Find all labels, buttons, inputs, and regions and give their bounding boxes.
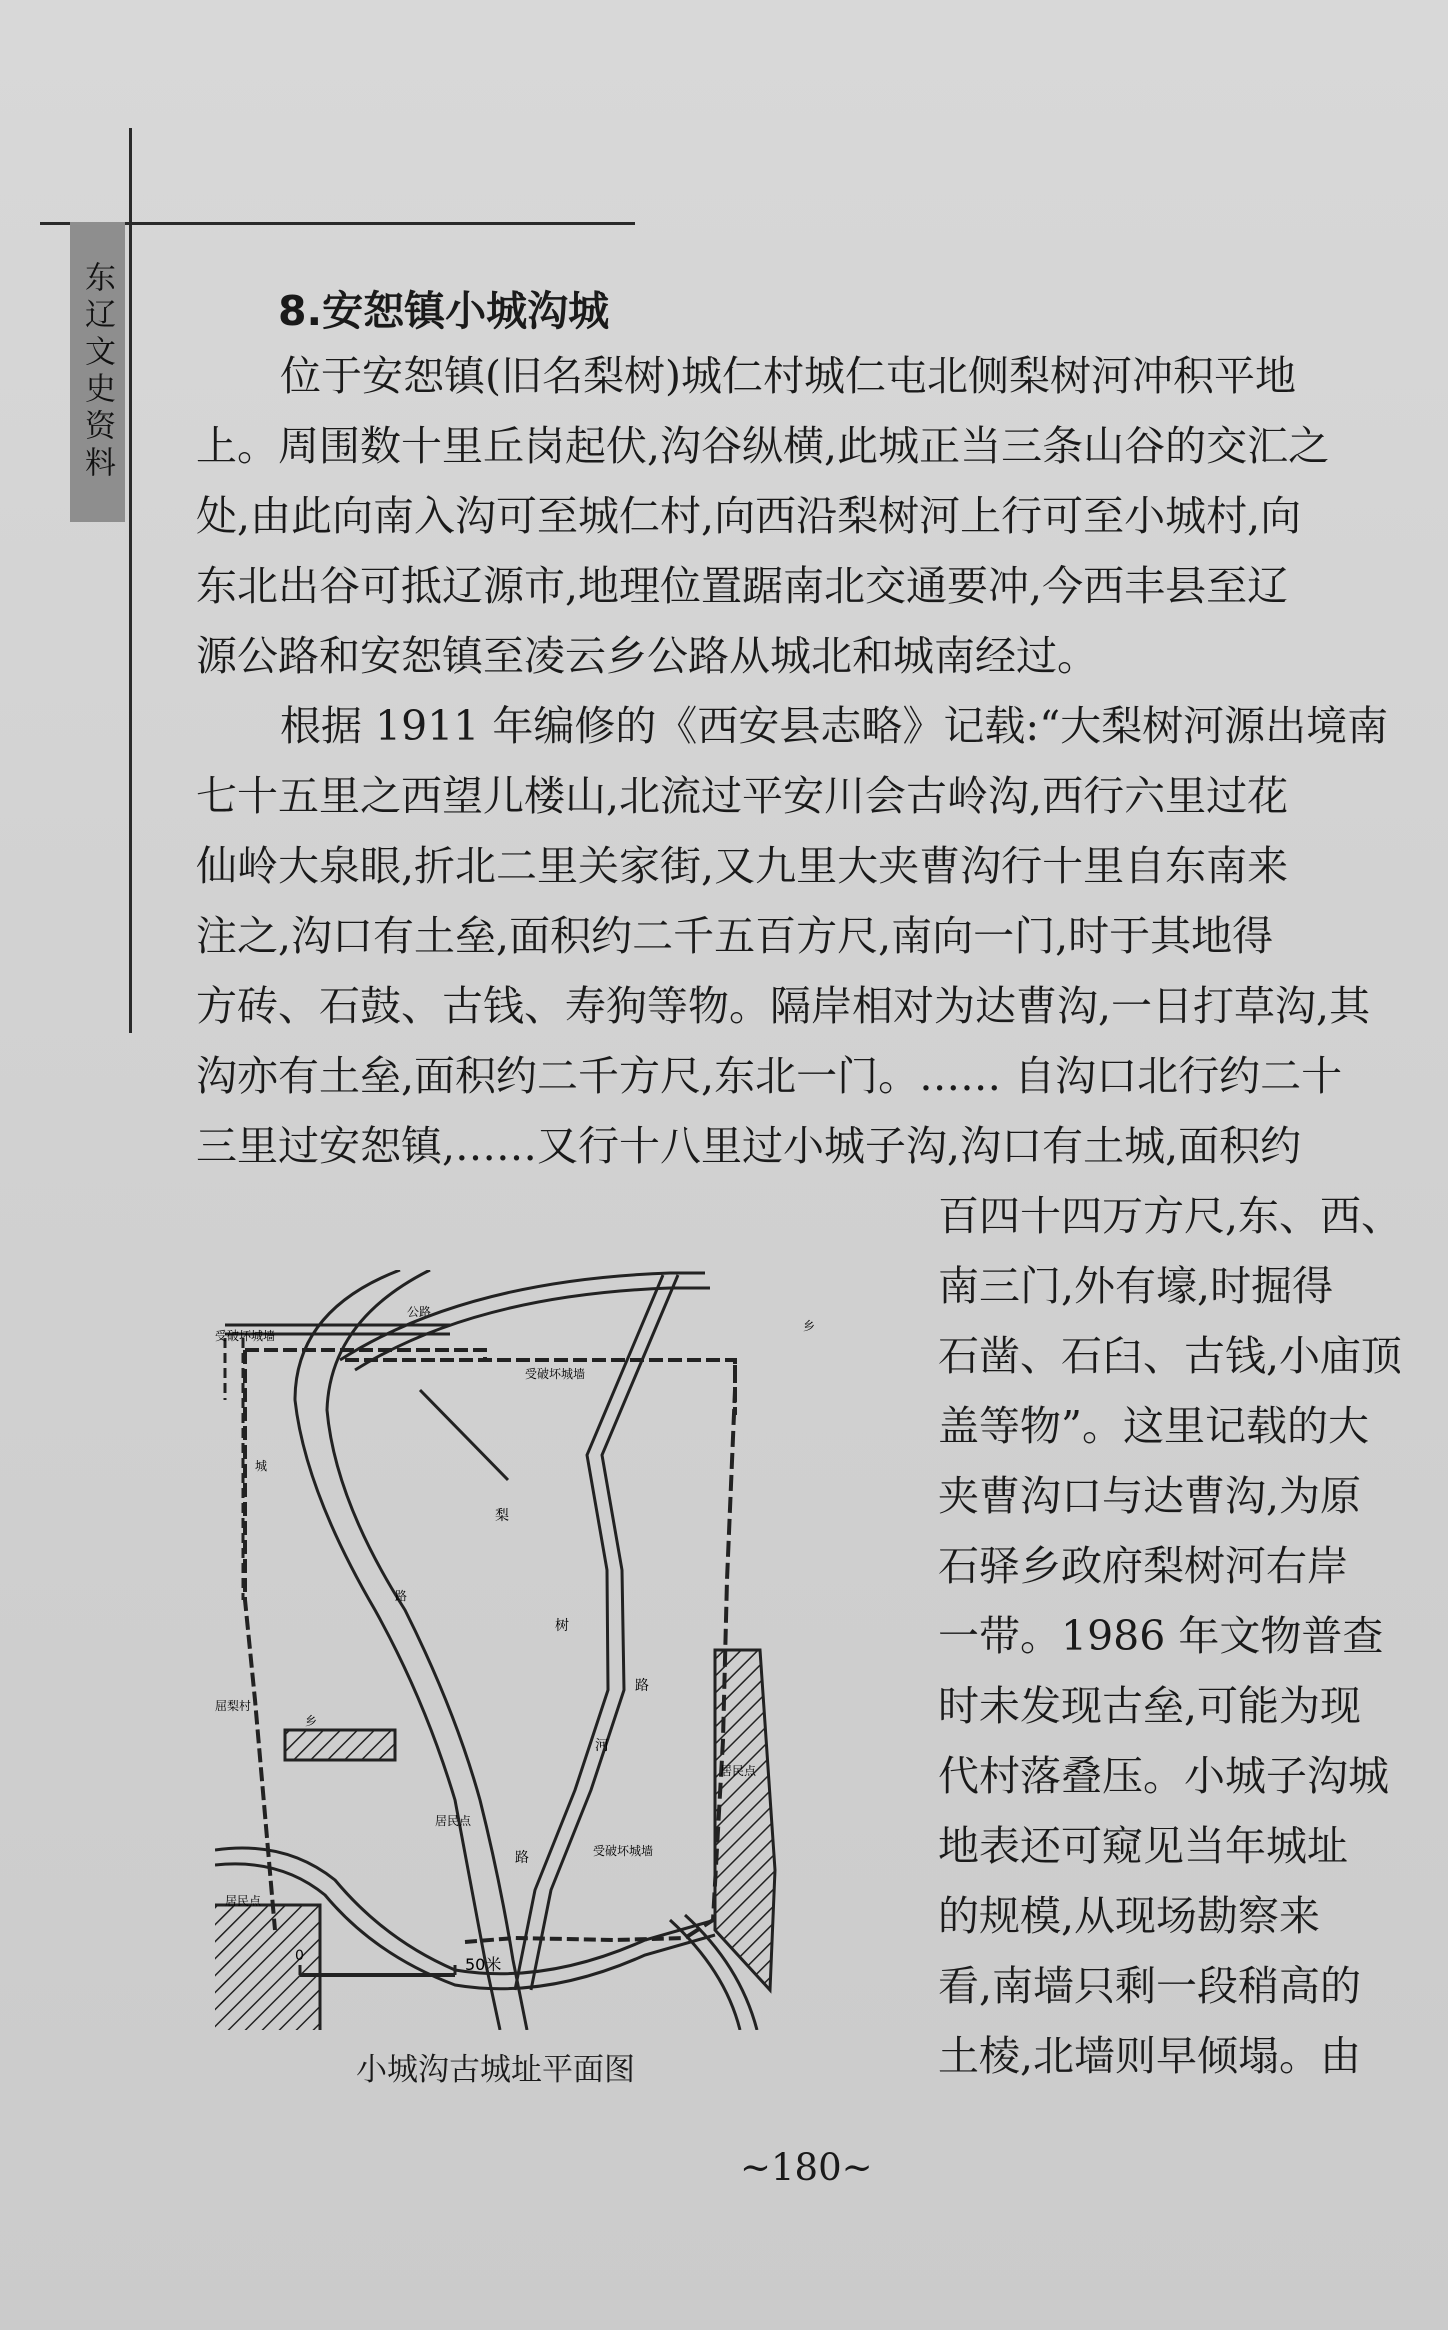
text-line: 一带。1986 年文物普查: [938, 1612, 1384, 1660]
text-line: 盖等物”。这里记载的大: [938, 1402, 1369, 1450]
ne-road-label: 乡: [803, 1319, 816, 1333]
north-road-label: 公路: [407, 1305, 432, 1319]
text-line: 处,由此向南入沟可至城仁村,向西沿梨树河上行可至小城村,向: [196, 492, 1302, 540]
mid-label: 路: [395, 1589, 408, 1603]
wall-label-se: 受破坏城墙: [593, 1844, 654, 1858]
text-line: 石凿、石臼、古钱,小庙顶: [938, 1332, 1403, 1380]
river-label-3: 河: [595, 1738, 609, 1754]
residential-area-east: [715, 1650, 775, 1990]
header-horizontal-rule: [40, 222, 635, 225]
residential-area-center: [285, 1730, 395, 1760]
text-line: 七十五里之西望儿楼山,北流过平安川会古岭沟,西行六里过花: [196, 772, 1289, 820]
text-line: 石驿乡政府梨树河右岸: [938, 1542, 1348, 1590]
text-line: 南三门,外有壕,时掘得: [938, 1262, 1334, 1310]
river-bank-west: [295, 1270, 500, 2030]
wall-label-nw: 受破坏城墙: [215, 1329, 276, 1343]
text-line: 夹曹沟口与达曹沟,为原: [938, 1472, 1362, 1520]
map-caption: 小城沟古城址平面图: [356, 2052, 635, 2088]
text-line: 三里过安恕镇,……又行十八里过小城子沟,沟口有土城,面积约: [196, 1122, 1302, 1170]
text-line: 代村落叠压。小城子沟城: [938, 1752, 1389, 1800]
road-south-label: 路: [515, 1850, 529, 1866]
wall-label-w: 城: [255, 1459, 268, 1473]
road-east-line-2: [531, 1275, 678, 1990]
scale-bar: [300, 1965, 455, 1975]
text-line: 仙岭大泉眼,折北二里关家街,又九里大夹曹沟行十里自东南来: [196, 842, 1289, 890]
text-line: 上。周围数十里丘岗起伏,沟谷纵横,此城正当三条山谷的交汇之: [196, 422, 1330, 470]
sidebar-tab: [70, 222, 125, 522]
margin-vertical-rule: [129, 128, 132, 1033]
road-side-label: 路: [635, 1678, 649, 1694]
residential-label-2: 居民点: [435, 1814, 472, 1828]
text-line: 东北出谷可抵辽源市,地理位置踞南北交通要冲,今西丰县至辽: [196, 562, 1289, 610]
page-number: ~180~: [740, 2146, 873, 2189]
text-line: 位于安恕镇(旧名梨树)城仁村城仁屯北侧梨树河冲积平地: [280, 352, 1296, 400]
text-line: 地表还可窥见当年城址: [938, 1822, 1348, 1870]
text-line: 时未发现古垒,可能为现: [938, 1682, 1362, 1730]
scale-end-label: 50米: [465, 1955, 502, 1974]
text-line: 沟亦有土垒,面积约二千方尺,东北一门。…… 自沟口北行约二十: [196, 1052, 1343, 1100]
river-label-2: 树: [555, 1618, 569, 1634]
village-label: 屈梨村: [215, 1699, 252, 1713]
wall-label-ne: 受破坏城墙: [525, 1367, 586, 1381]
sidebar-label: 东辽文史资料: [79, 261, 115, 483]
scale-zero-label: 0: [295, 1948, 304, 1964]
text-line: 注之,沟口有土垒,面积约二千五百方尺,南向一门,时于其地得: [196, 912, 1274, 960]
text-line: 方砖、石鼓、古钱、寿狗等物。隔岸相对为达曹沟,一日打草沟,其: [196, 982, 1371, 1030]
interior-line: [420, 1390, 508, 1480]
city-wall-west-north: [245, 1350, 485, 1930]
residential-label-3: 居民点: [720, 1764, 757, 1778]
road-east-line-1: [515, 1275, 663, 1990]
river-label-1: 梨: [495, 1508, 509, 1524]
west-outer-wall: [225, 1338, 243, 1600]
section-heading: 8.安恕镇小城沟城: [278, 287, 610, 335]
text-line: 百四十四万方尺,东、西、: [938, 1192, 1403, 1240]
text-line: 根据 1911 年编修的《西安县志略》记载:“大梨树河源出境南: [280, 702, 1389, 750]
village-road-label: 乡: [305, 1714, 318, 1728]
text-line: 的规模,从现场勘察来: [938, 1892, 1321, 1940]
text-line: 看,南墙只剩一段稍高的: [938, 1962, 1362, 2010]
residential-area-sw: [215, 1905, 320, 2030]
text-line: 源公路和安恕镇至凌云乡公路从城北和城南经过。: [196, 632, 1098, 680]
residential-label-1: 居民点: [225, 1894, 262, 1908]
river-bank-east: [327, 1270, 527, 2030]
site-plan-map: [215, 1270, 875, 2030]
text-line: 土棱,北墙则早倾塌。由: [938, 2032, 1362, 2080]
